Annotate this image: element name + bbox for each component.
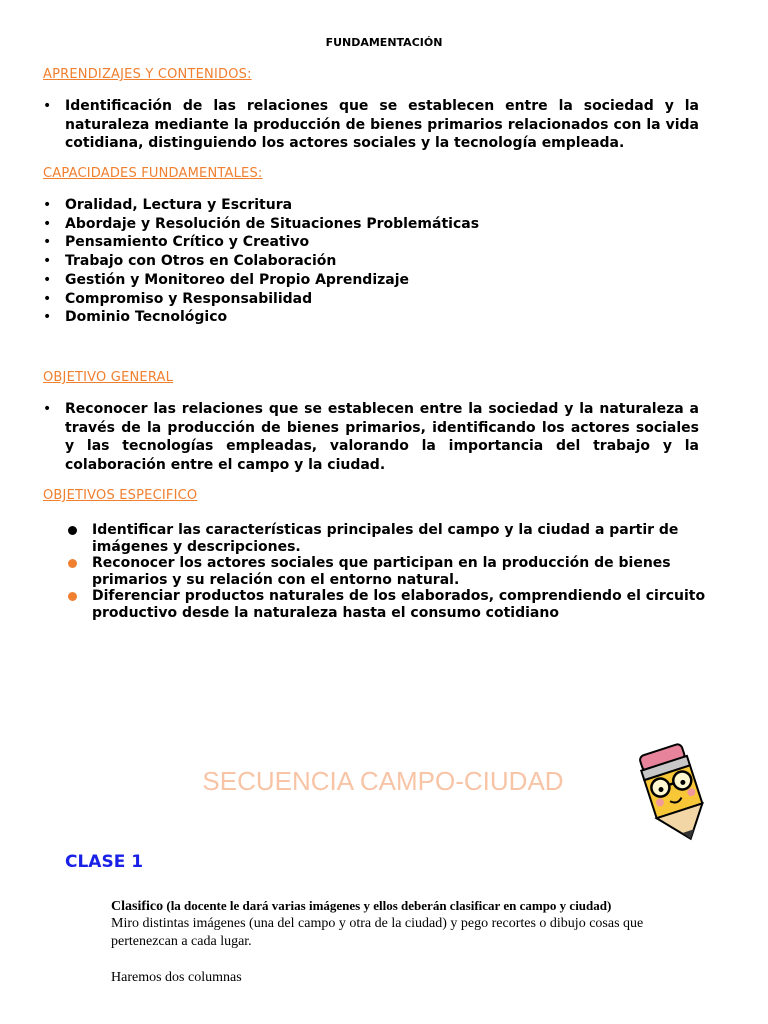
clase-paragraph: Miro distintas imágenes (una del campo y otra de la ciudad) y pego recortes o dibujo cosas que pertenezcan a cada lugar. — [111, 916, 644, 949]
bullet-icon: • — [43, 401, 52, 417]
clase-heading: CLASE 1 — [65, 852, 144, 872]
pencil-mascot-icon — [632, 742, 714, 846]
heading-objetivo-general: OBJETIVO GENERAL — [43, 370, 174, 385]
list-item: • Trabajo con Otros en Colaboración — [43, 253, 337, 270]
list-item: • Identificación de las relaciones que se establecen entre la sociedad y la naturaleza mediante la producción de bienes primarios relacionados con la vida cotidiana, distinguiendo los actores sociales y la tecnología empleada. — [43, 98, 699, 152]
bullet-dot-icon — [68, 592, 77, 601]
lead-word: Clasifico — [111, 899, 164, 914]
clase-closing: Haremos dos columnas — [111, 970, 242, 985]
list-item: Reconocer los actores sociales que participan en la producción de bienes primarios y su relación con el entorno natural. — [66, 555, 706, 588]
sequence-title: SECUENCIA CAMPO-CIUDAD — [202, 766, 564, 796]
bullet-icon: • — [43, 271, 52, 288]
heading-capacidades: CAPACIDADES FUNDAMENTALES: — [43, 166, 263, 181]
clase-lead — [111, 897, 711, 916]
list-item: • Gestión y Monitoreo del Propio Aprendizaje — [43, 271, 410, 288]
bullet-icon: • — [43, 215, 52, 232]
list-item: • Compromiso y Responsabilidad — [43, 290, 313, 307]
lead-note: (la docente le dará varias imágenes y ellos deberán clasificar en campo y ciudad) — [163, 898, 612, 913]
heading-objetivos-especificos: OBJETIVOS ESPECIFICO — [43, 488, 198, 503]
bullet-dot-icon — [68, 526, 77, 535]
heading-aprendizajes: APRENDIZAJES Y CONTENIDOS: — [43, 67, 252, 82]
list-item: Diferenciar productos naturales de los elaborados, comprendiendo el circuito productivo desde la naturaleza hasta el consumo cotidiano — [66, 588, 706, 621]
list-item: • Abordaje y Resolución de Situaciones Problemáticas — [43, 215, 480, 232]
bullet-icon: • — [43, 197, 52, 213]
list-capacidades — [43, 196, 699, 327]
bullet-icon: • — [43, 234, 52, 251]
list-item: Identificar las características principales del campo y la ciudad a partir de imágenes y descripciones. — [66, 522, 706, 555]
bullet-icon: • — [43, 98, 52, 114]
list-item: • Reconocer las relaciones que se establecen entre la sociedad y la naturaleza a través de la producción de bienes primarios, identificando los actores sociales y las tecnologías empleadas, valorando la importancia del trabajo y la colaboración entre el campo y la ciudad. — [43, 401, 699, 474]
bullet-dot-icon — [68, 559, 77, 568]
bullet-icon: • — [43, 309, 52, 326]
list-item: • Pensamiento Crítico y Creativo — [43, 234, 310, 251]
list-objetivos-especificos — [66, 522, 706, 622]
bullet-icon: • — [43, 290, 52, 307]
list-aprendizajes — [43, 97, 699, 153]
list-item: • Dominio Tecnológico — [43, 309, 228, 326]
document-title: FUNDAMENTACIÓN — [325, 36, 443, 49]
list-objetivo-general — [43, 400, 699, 475]
list-item: • Oralidad, Lectura y Escritura — [43, 197, 293, 213]
bullet-icon: • — [43, 253, 52, 270]
